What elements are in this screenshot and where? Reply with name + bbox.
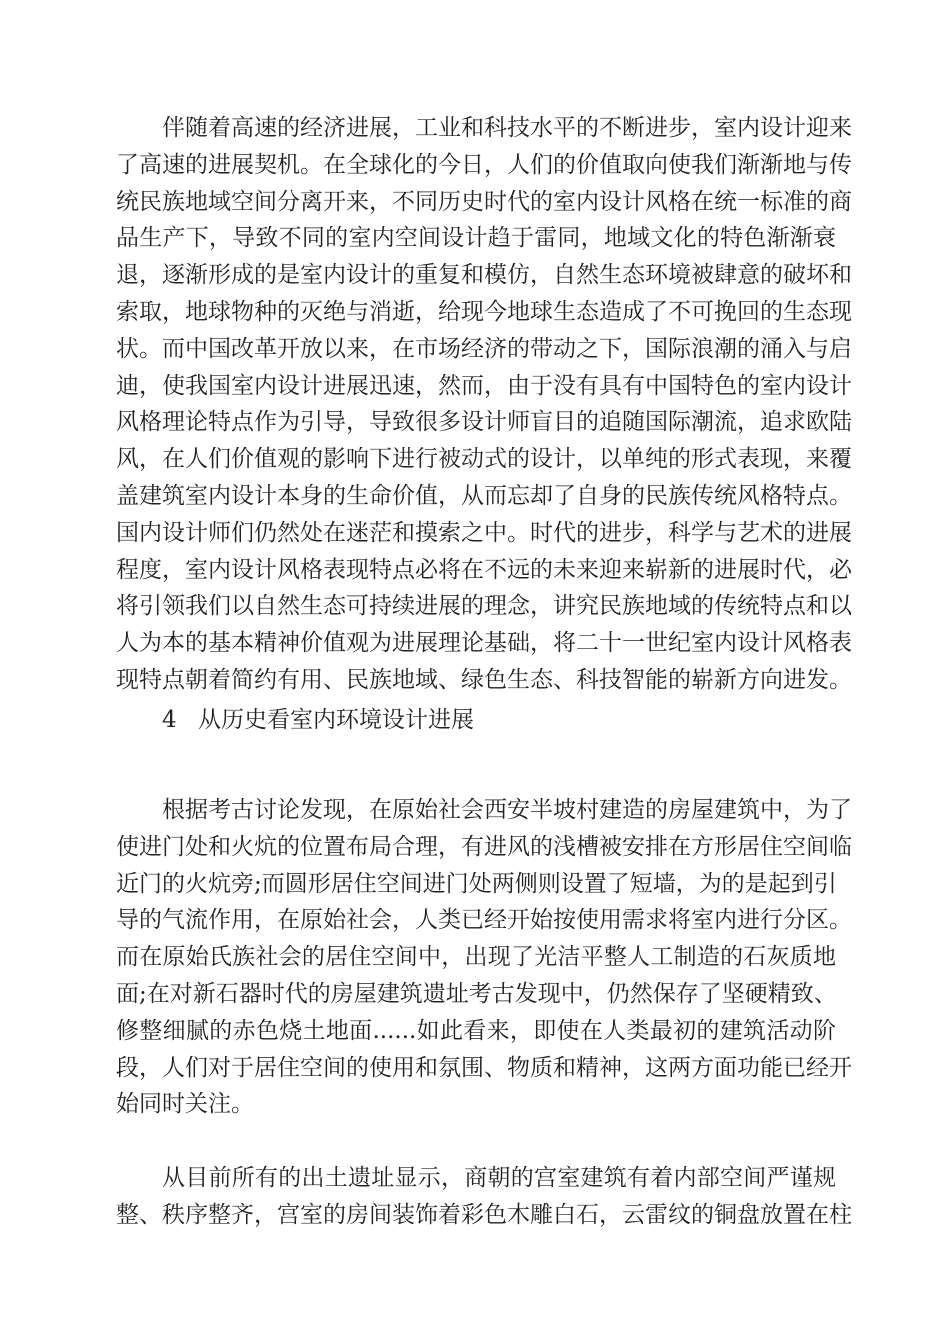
paragraph-line: 盖建筑室内设计本身的生命价值，从而忘却了自身的民族传统风格特点。 (116, 482, 852, 509)
paragraph-line: 退，逐渐形成的是室内设计的重复和模仿，自然生态环境被肆意的破坏和 (116, 262, 852, 289)
paragraph-line: 从目前所有的出土遗址显示，商朝的宫室建筑有着内部空间严谨规 (162, 1165, 836, 1191)
section-title: 从历史看室内环境设计进展 (198, 707, 474, 733)
paragraph-line: 统民族地域空间分离开来，不同历史时代的室内设计风格在统一标准的商 (116, 188, 852, 215)
paragraph-line: 导的气流作用，在原始社会，人类已经开始按使用需求将室内进行分区。 (116, 907, 852, 934)
paragraph-line: 段，人们对于居住空间的使用和氛围、物质和精神，这两方面功能已经开 (116, 1054, 852, 1081)
paragraph-line: 根据考古讨论发现，在原始社会西安半坡村建造的房屋建筑中，为了 (162, 797, 852, 823)
paragraph-line: 使进门处和火炕的位置布局合理，有进风的浅槽被安排在方形居住空间临 (116, 833, 852, 860)
paragraph-line: 了高速的进展契机。在全球化的今日，人们的价值取向使我们渐渐地与传 (116, 151, 852, 178)
paragraph-line: 状。而中国改革开放以来，在市场经济的带动之下，国际浪潮的涌入与启 (116, 335, 852, 362)
paragraph-shang-dynasty (116, 1160, 852, 1234)
paragraph-line: 而在原始氏族社会的居住空间中，出现了光洁平整人工制造的石灰质地 (116, 944, 836, 971)
paragraph-line: 整、秩序整齐，宫室的房间装饰着彩色木雕白石，云雷纹的铜盘放置在柱 (116, 1201, 852, 1228)
paragraph-line: 将引领我们以自然生态可持续进展的理念，讲究民族地域的传统特点和以 (116, 593, 852, 620)
section-heading (116, 702, 882, 739)
paragraph-line: 品生产下，导致不同的室内空间设计趋于雷同，地域文化的特色渐渐衰 (116, 225, 836, 252)
paragraph-line: 迪，使我国室内设计进展迅速，然而，由于没有具有中国特色的室内设计 (116, 372, 852, 399)
paragraph-line: 面;在对新石器时代的房屋建筑遗址考古发现中，仍然保存了坚硬精致、 (116, 980, 837, 1007)
paragraph-archaeology (116, 792, 852, 1123)
paragraph-line: 国内设计师们仍然处在迷茫和摸索之中。时代的进步，科学与艺术的进展 (116, 519, 852, 546)
paragraph-line: 修整细腻的赤色烧土地面......如此看来，即使在人类最初的建筑活动阶 (116, 1017, 836, 1044)
paragraph-line: 始同时关注。 (116, 1091, 254, 1118)
paragraph-line: 程度，室内设计风格表现特点必将在不远的未来迎来崭新的进展时代，必 (116, 556, 852, 583)
paragraph-line: 现特点朝着简约有用、民族地域、绿色生态、科技智能的崭新方向进发。 (116, 666, 852, 693)
paragraph-line: 近门的火炕旁;而圆形居住空间进门处两侧则设置了短墙，为的是起到引 (116, 870, 837, 897)
section-number: 4 (162, 707, 177, 733)
paragraph-line: 风，在人们价值观的影响下进行被动式的设计，以单纯的形式表现，来覆 (116, 446, 852, 473)
paragraph-line: 风格理论特点作为引导，导致很多设计师盲目的追随国际潮流，追求欧陆 (116, 409, 852, 436)
paragraph-line: 伴随着高速的经济进展，工业和科技水平的不断进步，室内设计迎来 (162, 115, 852, 141)
paragraph-line: 索取，地球物种的灭绝与消逝，给现今地球生态造成了不可挽回的生态现 (116, 298, 852, 325)
paragraph-economic-development (116, 110, 852, 699)
paragraph-line: 人为本的基本精神价值观为进展理论基础，将二十一世纪室内设计风格表 (116, 630, 852, 657)
